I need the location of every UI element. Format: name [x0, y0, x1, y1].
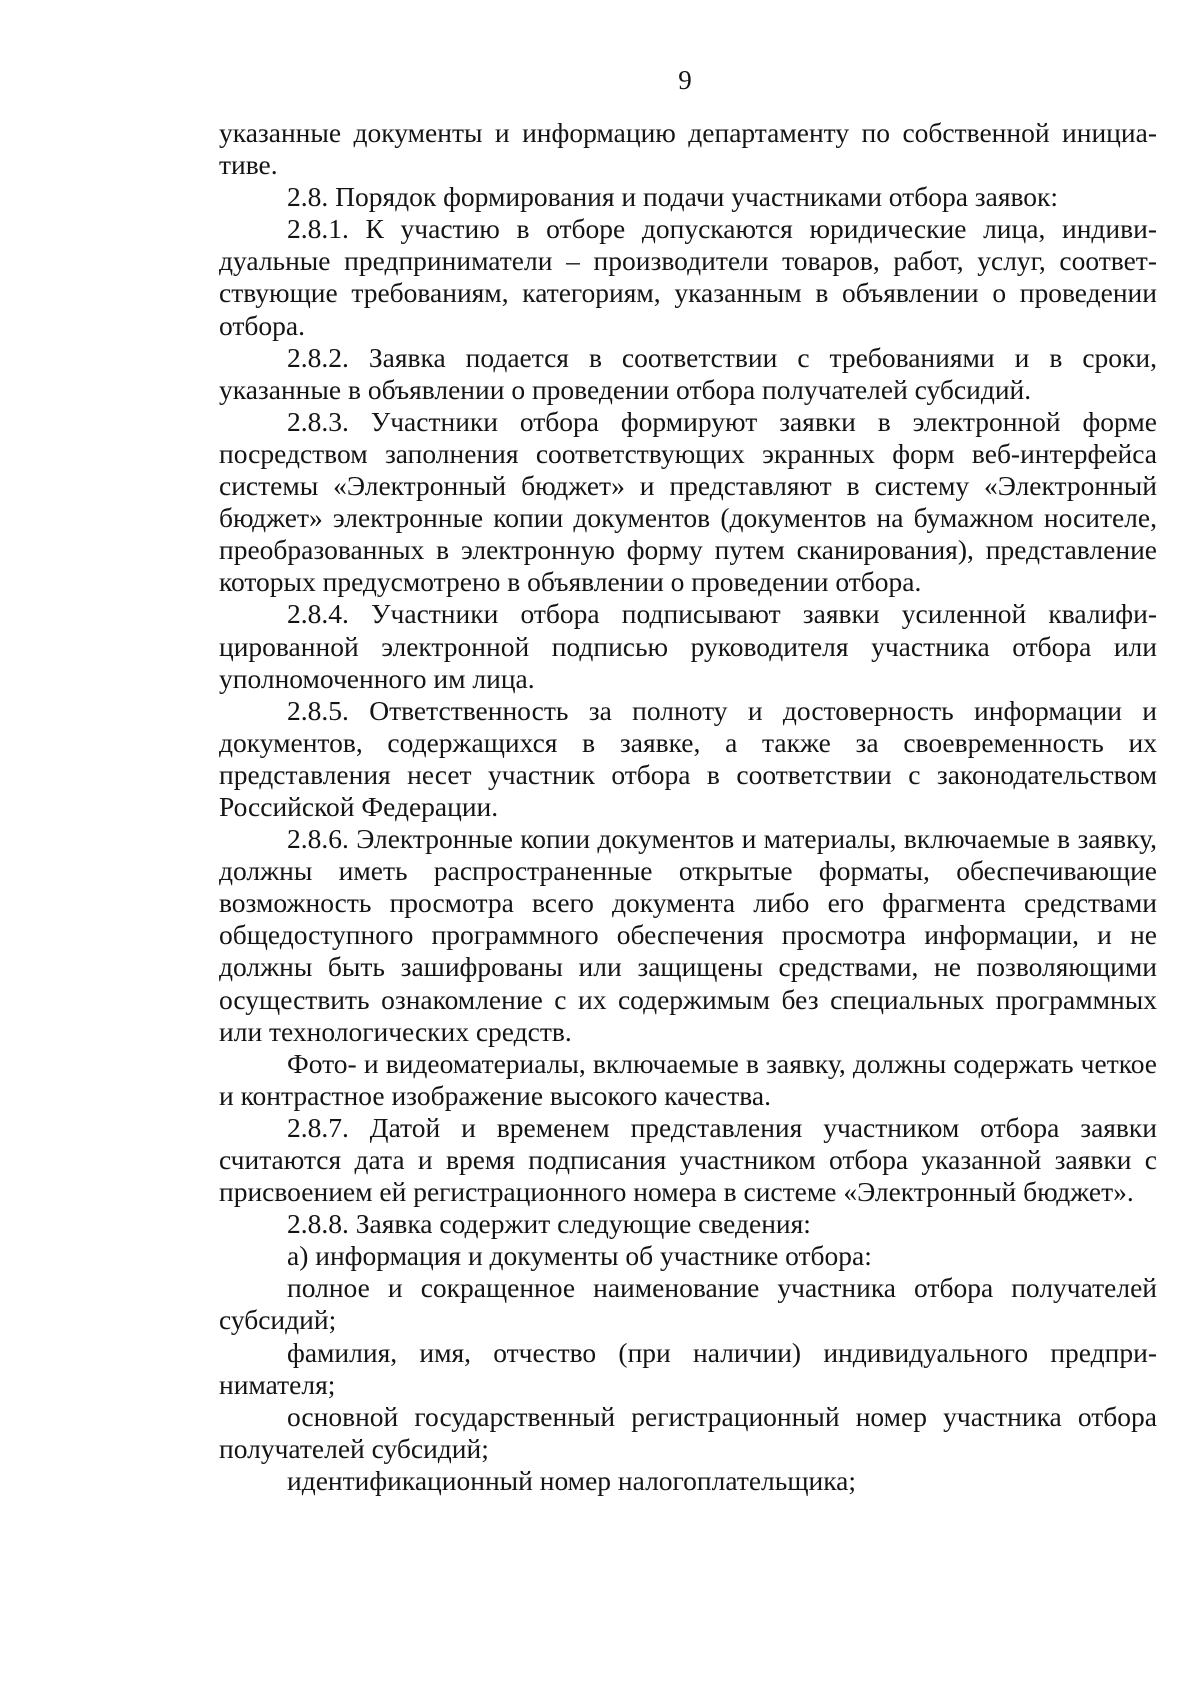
- paragraph-2-8-6: 2.8.6. Электронные копии документов и материалы, включаемые в заявку, должны иметь распространенные открытые форматы, обеспечивающие возможность просмотра всего документа либо его фрагмента средствами общедоступного программного обеспечения просмотра информации, и не должны быть зашифрованы или защищены средствами, не позволяющими осуществить ознакомление с их содержимым без специальных программных или технологических средств.: [219, 823, 1157, 1047]
- page-number: 9: [678, 65, 692, 95]
- paragraph-item-a: а) информация и документы об участнике отбора:: [287, 1240, 872, 1272]
- paragraph: указанные документы и информацию департаменту по собственной инициативе.: [219, 117, 1157, 181]
- paragraph-2-8-8: 2.8.8. Заявка содержит следующие сведения:: [287, 1208, 811, 1240]
- paragraph-2-8-3: 2.8.3. Участники отбора формируют заявки в электронной форме посредством заполнения соответствующих экранных форм веб-интерфейса системы «Электронный бюджет» и представляют в систему «Электронный бюджет» электронные копии документов (документов на бумажном носителе, преобразованных в электронную форму путем сканирования), представление которых предусмотрено в объявлении о проведении отбора.: [219, 405, 1157, 598]
- paragraph-2-8-2: 2.8.2. Заявка подается в соответствии с требованиями и в сроки, указанные в объявлении о проведении отбора получателей субсидий.: [219, 341, 1157, 405]
- paragraph-ogrn: основной государственный регистрационный номер участника отбора получателей субсидий;: [219, 1400, 1157, 1464]
- paragraph-2-8: 2.8. Порядок формирования и подачи участниками отбора заявок:: [287, 181, 1059, 213]
- paragraph-full-name: полное и сокращенное наименование участника отбора получателей субсидий;: [219, 1272, 1157, 1336]
- paragraph-2-8-5: 2.8.5. Ответственность за полноту и достоверность информации и документов, содержащихся в заявке, а также за своевременность их представления несет участник отбора в соответствии с законодательством Российской Федерации.: [219, 694, 1157, 822]
- paragraph-inn: идентификационный номер налогоплательщика;: [287, 1464, 857, 1496]
- paragraph-2-8-7: 2.8.7. Датой и временем представления участником отбора заявки считаются дата и время подписания участником отбора указанной заявки с присвоением ей регистрационного номера в системе «Электронный бюджет».: [219, 1111, 1157, 1208]
- paragraph-2-8-4: 2.8.4. Участники отбора подписывают заявки усиленной квалифицированной электронной подписью руководителя участника отбора или уполномоченного им лица.: [219, 598, 1157, 694]
- paragraph-2-8-1: 2.8.1. К участию в отборе допускаются юридические лица, индивидуальные предприниматели – производители товаров, работ, услуг, соответствующие требованиям, категориям, указанным в объявлении о проведении отбора.: [219, 213, 1157, 341]
- document-body: [219, 117, 1157, 1497]
- paragraph-entrepreneur-name: фамилия, имя, отчество (при наличии) индивидуального предпринимателя;: [219, 1336, 1157, 1400]
- paragraph-photo-materials: Фото- и видеоматериалы, включаемые в заявку, должны содержать четкое и контрастное изображение высокого качества.: [219, 1047, 1157, 1111]
